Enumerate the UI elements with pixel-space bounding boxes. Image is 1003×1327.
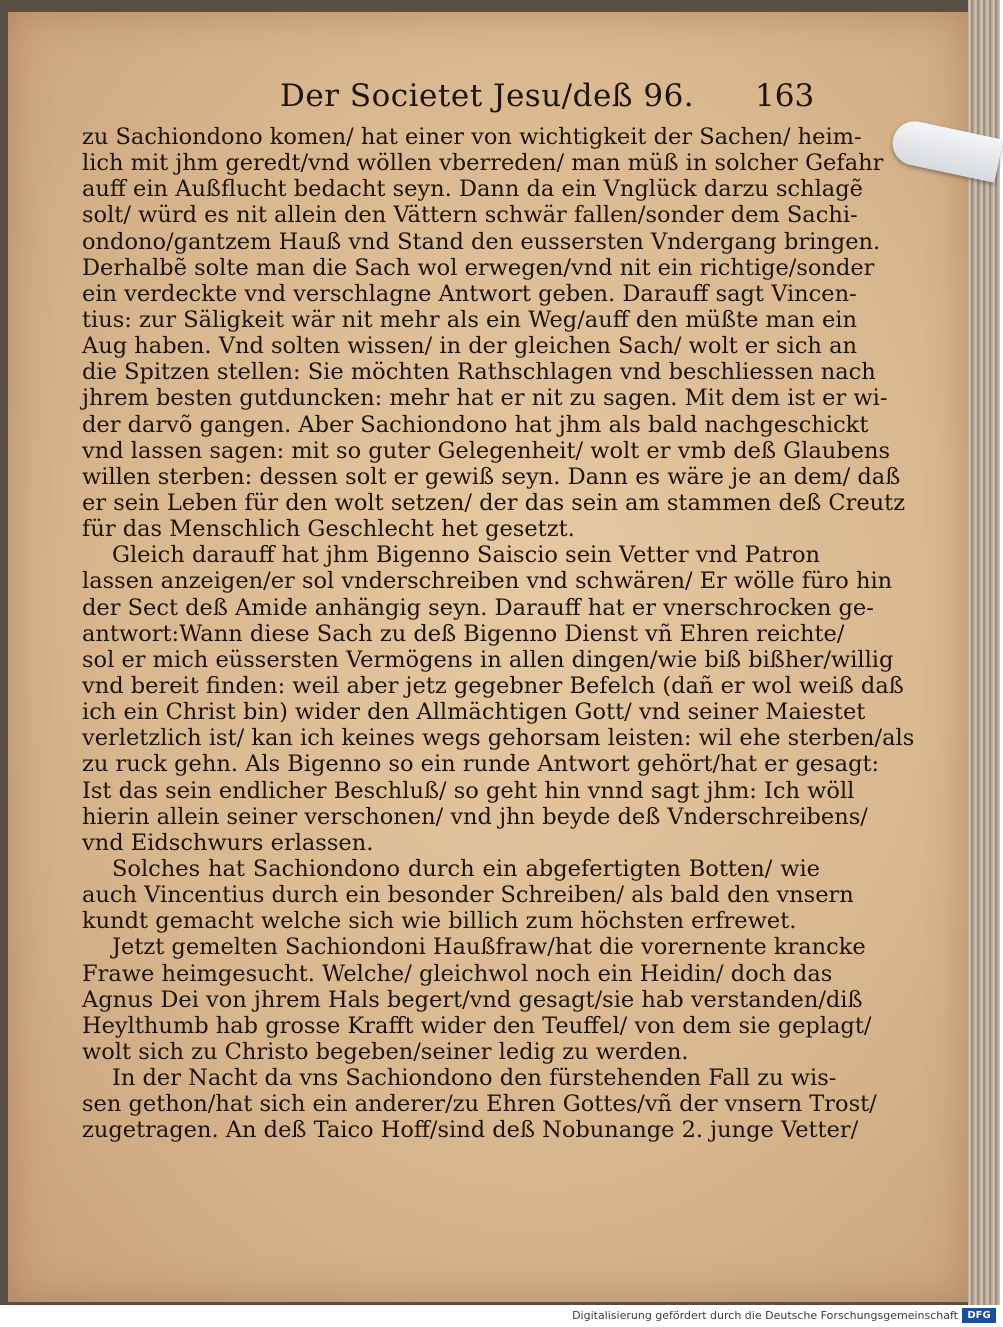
text-line: hierin allein seiner verschonen/ vnd jhn beyde deß Vnderschreibens/	[82, 803, 868, 830]
body-text	[82, 124, 915, 1144]
text-line: lassen anzeigen/er sol vnderschreiben vnd schwären/ Er wölle füro hin	[82, 568, 893, 595]
text-line: vnd lassen sagen: mit so guter Gelegenheit/ wolt er vmb deß Glaubens	[82, 437, 890, 464]
text-line: vnd Eidschwurs erlassen.	[82, 829, 374, 856]
text-line: für das Menschlich Geschlecht het gesetzt.	[82, 516, 575, 543]
text-line: sol er mich eüssersten Vermögens in allen dingen/wie biß bißher/willig	[82, 646, 894, 673]
text-line: Gleich darauff hat jhm Bigenno Saiscio sein Vetter vnd Patron	[112, 542, 820, 569]
text-line: Ist das sein endlicher Beschluß/ so geht hin vnnd sagt jhm: Ich wöll	[82, 777, 855, 804]
text-line: tius: zur Säligkeit wär nit mehr als ein Weg/auff den müßte man ein	[82, 306, 857, 333]
page-header	[0, 78, 820, 118]
text-line: der darvõ gangen. Aber Sachiondono hat jhm als bald nachgeschickt	[82, 411, 869, 438]
text-line: die Spitzen stellen: Sie möchten Rathschlagen vnd beschliessen nach	[82, 359, 876, 386]
text-line: Aug haben. Vnd solten wissen/ in der gleichen Sach/ wolt er sich an	[82, 333, 857, 360]
page-number: 163	[755, 78, 815, 114]
text-line: ondono/gantzem Hauß vnd Stand den eussersten Vndergang bringen.	[82, 228, 881, 255]
text-line: solt/ würd es nit allein den Vättern schwär fallen/sonder dem Sachi-	[82, 202, 858, 229]
page-edges	[968, 0, 1000, 1305]
text-line: Frawe heimgesucht. Welche/ gleichwol noch ein Heidin/ doch das	[82, 960, 833, 987]
text-line: ich ein Christ bin) wider den Allmächtigen Gott/ vnd seiner Maiestet	[82, 699, 866, 726]
text-line: antwort:Wann diese Sach zu deß Bigenno Dienst vñ Ehren reichte/	[82, 620, 845, 647]
text-line: sen gethon/hat sich ein anderer/zu Ehren Gottes/vñ der vnsern Trost/	[82, 1091, 877, 1118]
text-line: vnd bereit finden: weil aber jetz gegebner Befelch (dañ er wol weiß daß	[82, 672, 904, 699]
text-line: er sein Leben für den wolt setzen/ der das sein am stammen deß Creutz	[82, 489, 906, 516]
text-line: ein verdeckte vnd verschlagne Antwort geben. Darauff sagt Vincen-	[82, 280, 857, 307]
text-line: auch Vincentius durch ein besonder Schreiben/ als bald den vnsern	[82, 882, 854, 909]
text-line: zu Sachiondono komen/ hat einer von wichtigkeit der Sachen/ heim-	[82, 124, 862, 150]
text-line: jhrem besten gutduncken: mehr hat er nit zu sagen. Mit dem ist er wi-	[82, 385, 888, 412]
text-line: der Sect deß Amide anhängig seyn. Darauff hat er vnerschrocken ge-	[82, 594, 874, 621]
text-line: willen sterben: dessen solt er gewiß seyn. Dann es wäre je an dem/ daß	[82, 463, 901, 490]
text-line: In der Nacht da vns Sachiondono den fürstehenden Fall zu wis-	[112, 1065, 837, 1092]
funding-credit: Digitalisierung gefördert durch die Deutsche Forschungsgemeinschaft	[572, 1309, 958, 1322]
text-line: zugetragen. An deß Taico Hoff/sind deß Nobunange 2. junge Vetter/	[82, 1117, 859, 1144]
text-line: zu ruck gehn. Als Bigenno so ein runde Antwort gehört/hat er gesagt:	[82, 751, 880, 778]
text-line: Jetzt gemelten Sachiondoni Haußfraw/hat die vorernente krancke	[112, 934, 866, 961]
text-line: verletzlich ist/ kan ich keines wegs gehorsam leisten: wil ehe sterben/als	[82, 725, 915, 752]
text-line: wolt sich zu Christo begeben/seiner ledig zu werden.	[82, 1038, 689, 1065]
text-line: Derhalbẽ solte man die Sach wol erwegen/vnd nit ein richtige/sonder	[82, 254, 875, 281]
footer-bar	[0, 1305, 1000, 1327]
text-line: lich mit jhm geredt/vnd wöllen vberreden/ man müß in solcher Gefahr	[82, 150, 884, 177]
text-line: Heylthumb hab grosse Krafft wider den Teuffel/ von dem sie geplagt/	[82, 1012, 872, 1039]
text-line: Agnus Dei von jhrem Hals begert/vnd gesagt/sie hab verstanden/diß	[82, 986, 863, 1013]
text-line: kundt gemacht welche sich wie billich zum höchsten erfrewet.	[82, 908, 797, 935]
running-head: Der Societet Jesu/deß 96.	[280, 78, 695, 114]
dfg-logo: DFG	[962, 1308, 996, 1323]
text-line: auff ein Außflucht bedacht seyn. Dann da ein Vnglück darzu schlagẽ	[82, 176, 863, 203]
text-line: Solches hat Sachiondono durch ein abgefertigten Botten/ wie	[112, 855, 820, 882]
